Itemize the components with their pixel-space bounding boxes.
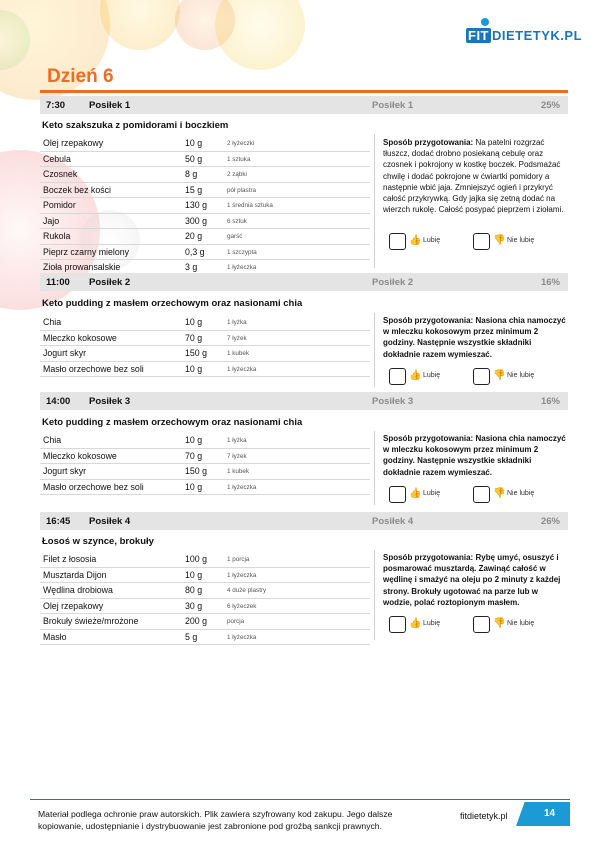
fruit-decoration: [215, 0, 305, 70]
ingredient-qty: 10 g: [185, 363, 203, 374]
ingredient-name: Jajo: [43, 215, 60, 226]
meal-header: [40, 392, 568, 410]
like-button[interactable]: [389, 486, 459, 503]
ingredient-measure: 1 łyżka: [227, 319, 247, 326]
preparation-label: Sposób przygotowania:: [383, 434, 474, 443]
ingredient-qty: 70 g: [185, 332, 203, 343]
meal-percent: 25%: [540, 100, 560, 111]
preparation-text: [383, 433, 566, 478]
like-checkbox[interactable]: [389, 486, 406, 503]
ingredient-qty: 200 g: [185, 616, 208, 626]
thumb-down-icon: 👎: [493, 488, 506, 499]
ingredient-measure: 1 średnia sztuka: [227, 202, 273, 209]
ingredient-qty: 130 g: [185, 200, 208, 210]
ingredient-name: Pomidor: [43, 200, 76, 210]
ingredient-measure: garść: [227, 233, 243, 240]
thumb-up-icon: 👍: [409, 618, 422, 629]
preparation-body: Na patelni rozgrzać tłuszcz, dodać drobno posiekaną cebulę oraz czosnek i pokrojony w kostkę boczek. Podsmażać chwilę i dodać pokrojone w ćwiartki pomidory a następnie wbić jaja. Zmniejszyć ogień i przykryć całość przykrywką. Gdy jajka się zetną dodać na wierzch rukolę. Całość posypać pieprzem i ziołami.: [383, 138, 564, 215]
logo-fit: FIT: [468, 28, 489, 43]
ingredient-table: [40, 315, 370, 377]
like-button[interactable]: [389, 233, 459, 250]
ingredient-row: [40, 552, 370, 568]
footer-brand: fitdietetyk.pl: [460, 811, 508, 821]
meal-percent: 26%: [540, 516, 560, 527]
thumb-up-icon: 👍: [409, 488, 422, 499]
preparation-body: Nasiona chia namoczyć w mleczku kokosowym przez minimum 2 godziny. Następnie wszystkie składniki dokładnie razem wymieszać.: [383, 434, 566, 477]
ingredient-qty: 3 g: [185, 262, 198, 272]
dislike-button[interactable]: [473, 616, 553, 633]
ingredient-measure: 2 łyżeczki: [227, 140, 255, 147]
meal-name: Posiłek 4: [89, 516, 131, 527]
ingredient-qty: 10 g: [185, 317, 203, 327]
ingredient-row: [40, 630, 370, 646]
ingredient-row: [40, 167, 370, 183]
ingredient-qty: 100 g: [185, 554, 208, 564]
ingredient-measure: 1 łyżeczka: [227, 365, 257, 373]
ingredient-measure: 7 łyżek: [227, 334, 247, 342]
like-label: Lubię: [423, 372, 441, 379]
ingredient-row: [40, 346, 370, 362]
column-divider: [374, 313, 375, 387]
column-divider: [374, 550, 375, 640]
meal-name: Posiłek 3: [89, 396, 131, 407]
dislike-label: Nie lubię: [507, 490, 535, 497]
ingredient-table: [40, 136, 370, 276]
dislike-button[interactable]: [473, 486, 553, 503]
page-title: Dzień 6: [47, 66, 114, 87]
ingredient-measure: pół plastra: [227, 186, 257, 194]
logo-rest: DIETETYK.PL: [492, 28, 583, 43]
meal-time: 16:45: [46, 516, 71, 527]
ingredient-row: [40, 449, 370, 465]
ingredient-qty: 150 g: [185, 466, 208, 476]
ingredient-table: [40, 552, 370, 645]
recipe-title: Łosoś w szynce, brokuły: [42, 536, 154, 547]
brand-logo: [466, 28, 582, 43]
meal-time: 14:00: [46, 396, 71, 407]
ingredient-qty: 150 g: [185, 348, 208, 358]
fruit-decoration: [100, 0, 180, 50]
ingredient-measure: porcja: [227, 618, 245, 625]
ingredient-measure: 7 łyżek: [227, 452, 247, 460]
ingredient-name: Mleczko kokosowe: [43, 332, 117, 343]
meal-name: Posiłek 1: [89, 100, 131, 111]
ingredient-name: Rukola: [43, 231, 71, 241]
thumb-down-icon: 👎: [493, 618, 506, 629]
like-button[interactable]: [389, 616, 459, 633]
meal-header: [40, 96, 568, 114]
footer-divider: [30, 799, 570, 800]
preparation-label: Sposób przygotowania:: [383, 553, 474, 562]
ingredient-row: [40, 583, 370, 599]
ingredient-name: Olej rzepakowy: [43, 600, 104, 611]
meal-header: [40, 273, 568, 291]
ingredient-measure: 2 ząbki: [227, 171, 247, 178]
like-label: Lubię: [423, 490, 441, 497]
ingredient-row: [40, 362, 370, 378]
ingredient-row: [40, 152, 370, 168]
ingredient-measure: 1 łyżeczka: [227, 571, 257, 579]
ingredient-name: Chia: [43, 317, 62, 327]
recipe-title: Keto pudding z masłem orzechowym oraz nasionami chia: [42, 417, 303, 428]
dislike-checkbox[interactable]: [473, 486, 490, 503]
ingredient-qty: 5 g: [185, 631, 198, 642]
like-button[interactable]: [389, 368, 459, 385]
ingredient-measure: 1 szczypta: [227, 248, 257, 256]
ingredient-qty: 20 g: [185, 231, 203, 241]
ingredient-name: Mleczko kokosowe: [43, 450, 117, 461]
dislike-checkbox[interactable]: [473, 616, 490, 633]
thumb-up-icon: 👍: [409, 370, 422, 381]
ingredient-name: Brokuły świeże/mrożone: [43, 616, 139, 626]
like-checkbox[interactable]: [389, 368, 406, 385]
ingredient-measure: 6 sztuk: [227, 217, 247, 225]
like-checkbox[interactable]: [389, 233, 406, 250]
ingredient-qty: 10 g: [185, 138, 203, 148]
ingredient-qty: 8 g: [185, 169, 198, 179]
ingredient-measure: 1 kubek: [227, 468, 250, 475]
ingredient-row: [40, 315, 370, 331]
ingredient-qty: 80 g: [185, 585, 203, 595]
meal-name: Posiłek 2: [89, 277, 131, 288]
ingredient-row: [40, 245, 370, 261]
column-divider: [374, 134, 375, 268]
meal-name-right: Posiłek 2: [372, 277, 414, 288]
ingredient-name: Cebula: [43, 153, 71, 164]
ingredient-name: Chia: [43, 435, 62, 445]
ingredient-measure: 1 sztuka: [227, 155, 251, 163]
ingredient-measure: 1 kubek: [227, 350, 250, 357]
ingredient-name: Jogurt skyr: [43, 466, 87, 476]
ingredient-qty: 30 g: [185, 600, 203, 611]
title-divider: [40, 90, 568, 93]
ingredient-qty: 300 g: [185, 215, 208, 226]
ingredient-row: [40, 136, 370, 152]
meal-header: [40, 512, 568, 530]
preparation-label: Sposób przygotowania:: [383, 316, 474, 325]
ingredient-measure: 6 łyżeczek: [227, 602, 257, 610]
ingredient-name: Olej rzepakowy: [43, 138, 104, 148]
preparation-label: Sposób przygotowania:: [383, 138, 474, 147]
ingredient-name: Czosnek: [43, 169, 78, 179]
page-number-tab: [516, 802, 570, 826]
preparation-text: [383, 315, 566, 360]
dislike-label: Nie lubię: [507, 620, 535, 627]
dislike-button[interactable]: [473, 368, 553, 385]
recipe-title: Keto pudding z masłem orzechowym oraz nasionami chia: [42, 298, 303, 309]
ingredient-name: Masło: [43, 631, 67, 642]
ingredient-measure: 1 łyżka: [227, 437, 247, 444]
ingredient-row: [40, 331, 370, 347]
ingredient-name: Masło orzechowe bez soli: [43, 481, 144, 492]
ingredient-row: [40, 229, 370, 245]
meal-percent: 16%: [540, 277, 560, 288]
ingredient-table: [40, 433, 370, 495]
dislike-label: Nie lubię: [507, 237, 535, 244]
like-label: Lubię: [423, 237, 441, 244]
ingredient-row: [40, 198, 370, 214]
ingredient-qty: 15 g: [185, 184, 203, 195]
ingredient-qty: 10 g: [185, 435, 203, 445]
ingredient-name: Wędlina drobiowa: [43, 585, 113, 595]
meal-percent: 16%: [540, 396, 560, 407]
preparation-body: Rybę umyć, osuszyć i posmarować musztardą. Zawinąć całość w wędlinę i smażyć na oleju po 2 minuty z każdej strony. Brokuły ugotować na parze lub w wodzie, polać roztopionym masłem.: [383, 553, 561, 607]
ingredient-measure: 1 łyżeczka: [227, 483, 257, 491]
ingredient-measure: 1 łyżeczka: [227, 264, 257, 271]
dislike-checkbox[interactable]: [473, 368, 490, 385]
ingredient-name: Pieprz czarny mielony: [43, 246, 130, 257]
ingredient-row: [40, 183, 370, 199]
ingredient-measure: 1 porcja: [227, 556, 250, 563]
meal-time: 11:00: [46, 277, 70, 288]
ingredient-row: [40, 480, 370, 496]
ingredient-row: [40, 568, 370, 584]
thumb-up-icon: 👍: [409, 235, 422, 246]
preparation-text: [383, 137, 566, 215]
ingredient-row: [40, 614, 370, 630]
like-label: Lubię: [423, 620, 441, 627]
ingredient-name: Masło orzechowe bez soli: [43, 363, 144, 374]
dislike-label: Nie lubię: [507, 372, 535, 379]
ingredient-row: [40, 214, 370, 230]
ingredient-qty: 50 g: [185, 153, 203, 164]
meal-name-right: Posiłek 1: [372, 100, 414, 111]
column-divider: [374, 431, 375, 505]
thumb-down-icon: 👎: [493, 370, 506, 381]
dislike-checkbox[interactable]: [473, 233, 490, 250]
ingredient-name: Filet z łososia: [43, 554, 97, 564]
runner-icon: [481, 18, 489, 26]
recipe-title: Keto szakszuka z pomidorami i boczkiem: [42, 120, 229, 131]
dislike-button[interactable]: [473, 233, 553, 250]
ingredient-measure: 4 duże plastry: [227, 587, 267, 594]
ingredient-qty: 70 g: [185, 450, 203, 461]
ingredient-row: [40, 599, 370, 615]
ingredient-measure: 1 łyżeczka: [227, 633, 257, 641]
meal-name-right: Posiłek 3: [372, 396, 414, 407]
meal-name-right: Posiłek 4: [372, 516, 414, 527]
meal-time: 7:30: [46, 100, 66, 111]
ingredient-name: Musztarda Dijon: [43, 569, 107, 580]
copyright-notice: Materiał podlega ochronie praw autorskich. Plik zawiera szyfrowany kod zakupu. Jego dalsze kopiowanie, udostępnianie i dystrybuowanie jest zabronione pod groźbą sankcji prawnych.: [38, 809, 393, 831]
ingredient-qty: 10 g: [185, 569, 203, 580]
ingredient-name: Boczek bez kości: [43, 184, 111, 195]
ingredient-row: [40, 464, 370, 480]
page-number: 14: [544, 808, 556, 819]
thumb-down-icon: 👎: [493, 235, 506, 246]
preparation-body: Nasiona chia namoczyć w mleczku kokosowym przez minimum 2 godziny. Następnie wszystkie składniki dokładnie razem wymieszać.: [383, 316, 566, 359]
ingredient-row: [40, 433, 370, 449]
ingredient-name: Zioła prowansalskie: [43, 262, 121, 272]
ingredient-qty: 10 g: [185, 481, 203, 492]
like-checkbox[interactable]: [389, 616, 406, 633]
preparation-text: [383, 552, 566, 608]
ingredient-qty: 0,3 g: [185, 246, 205, 257]
ingredient-name: Jogurt skyr: [43, 348, 87, 358]
